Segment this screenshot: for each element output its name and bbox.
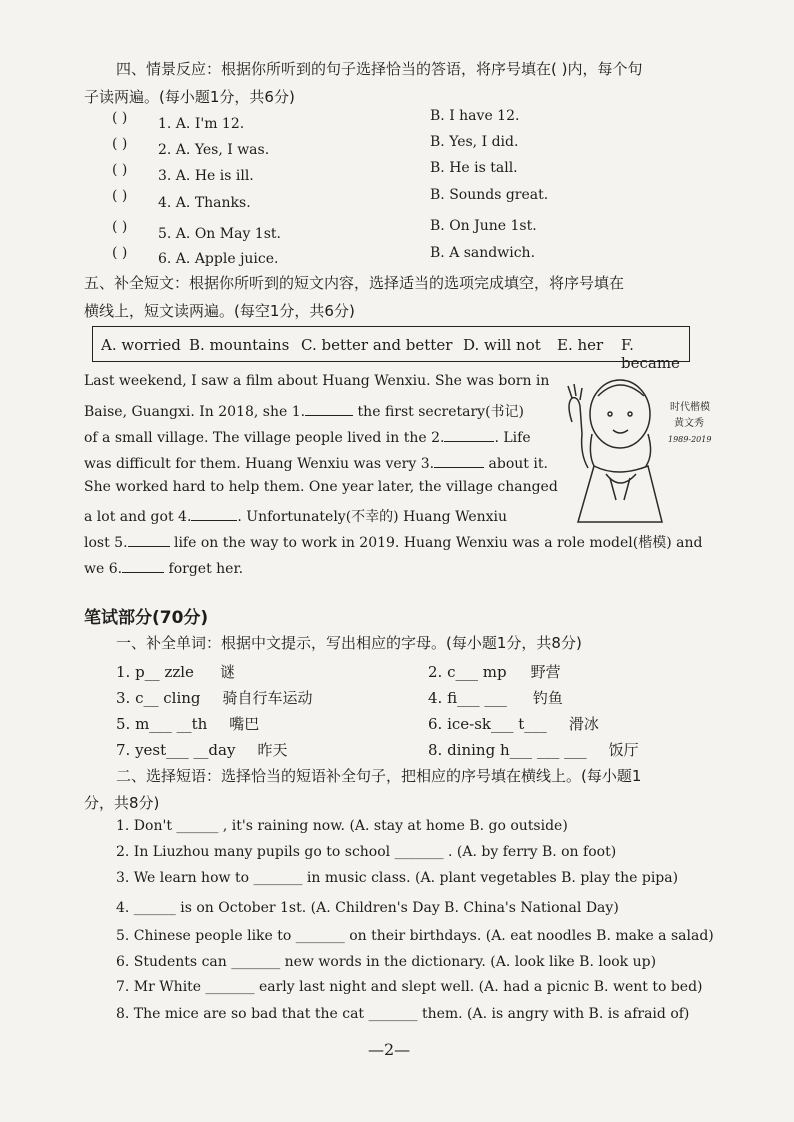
portrait-drawing bbox=[558, 374, 713, 524]
word-item[interactable]: 7. yest___ __day 昨天 bbox=[116, 741, 288, 759]
answer-blank[interactable] bbox=[305, 401, 353, 416]
illus-years: 1989-2019 bbox=[668, 435, 712, 444]
blank-number: 1. bbox=[291, 404, 306, 420]
answer-blank[interactable] bbox=[444, 427, 494, 442]
blank-number: 4. bbox=[178, 509, 192, 525]
phrase-item[interactable]: 7. Mr White _______ early last night and slept well. (A. had a picnic B. went to bed) bbox=[116, 979, 703, 995]
blank-number: 6. bbox=[108, 561, 123, 577]
illus-caption-2: 黄文秀 bbox=[674, 418, 704, 429]
page-number: —2— bbox=[368, 1040, 411, 1059]
option-a: 6. A. Apple juice. bbox=[158, 251, 279, 267]
word-option: F. became bbox=[621, 336, 680, 372]
passage-line: of a small village. The village people lived in the 2. . Life bbox=[84, 427, 531, 446]
word-item[interactable]: 5. m___ __th 嘴巴 bbox=[116, 715, 260, 733]
option-a: 2. A. Yes, I was. bbox=[158, 142, 270, 158]
part5-title-line2: 横线上，短文读两遍。(每空1分，共6分) bbox=[84, 302, 355, 320]
word-option: A. worried bbox=[101, 336, 181, 354]
word-option: D. will not bbox=[463, 336, 541, 354]
answer-paren[interactable]: ( ) bbox=[112, 162, 128, 178]
option-b: B. He is tall. bbox=[430, 160, 518, 176]
answer-paren[interactable]: ( ) bbox=[112, 188, 128, 204]
word-item[interactable]: 1. p__ zzle 谜 bbox=[116, 663, 235, 681]
answer-blank[interactable] bbox=[434, 453, 484, 468]
word-bank-box bbox=[92, 326, 690, 372]
word-option: B. mountains bbox=[189, 336, 290, 354]
portrait-illustration bbox=[558, 374, 713, 524]
phrase-item[interactable]: 5. Chinese people like to _______ on their birthdays. (A. eat noodles B. make a salad) bbox=[116, 928, 714, 944]
passage-line: was difficult for them. Huang Wenxiu was very 3. about it. bbox=[84, 453, 548, 472]
passage-line: we 6. forget her. bbox=[84, 558, 243, 577]
option-b: B. I have 12. bbox=[430, 108, 520, 124]
illus-caption-1: 时代楷模 bbox=[670, 402, 710, 413]
option-a: 4. A. Thanks. bbox=[158, 195, 251, 211]
written-part1-title: 一、补全单词：根据中文提示，写出相应的字母。(每小题1分，共8分) bbox=[116, 634, 582, 652]
word-option: E. her bbox=[557, 336, 604, 354]
word-option: C. better and better bbox=[301, 336, 453, 354]
answer-paren[interactable]: ( ) bbox=[112, 219, 128, 235]
answer-paren[interactable]: ( ) bbox=[112, 245, 128, 261]
word-item[interactable]: 2. c___ mp 野营 bbox=[428, 663, 561, 681]
written-part2-title-line1: 二、选择短语：选择恰当的短语补全句子，把相应的序号填在横线上。(每小题1 bbox=[116, 767, 642, 785]
written-part2-title-line2: 分，共8分) bbox=[84, 794, 160, 812]
blank-number: 3. bbox=[420, 456, 435, 472]
word-item[interactable]: 4. fi___ ___ 钓鱼 bbox=[428, 689, 563, 707]
answer-paren[interactable]: ( ) bbox=[112, 136, 128, 152]
blank-number: 2. bbox=[431, 430, 445, 446]
part4-title-line1: 四、情景反应：根据你所听到的句子选择恰当的答语，将序号填在( )内，每个句 bbox=[116, 60, 643, 78]
blank-number: 5. bbox=[114, 535, 128, 551]
answer-blank[interactable] bbox=[122, 558, 164, 573]
part4-title-line2: 子读两遍。(每小题1分，共6分) bbox=[84, 88, 295, 106]
passage-line: Last weekend, I saw a film about Huang Wenxiu. She was born in bbox=[84, 373, 550, 389]
option-b: B. Yes, I did. bbox=[430, 134, 519, 150]
passage-line: She worked hard to help them. One year later, the village changed bbox=[84, 479, 558, 495]
option-a: 5. A. On May 1st. bbox=[158, 226, 281, 242]
part5-title-line1: 五、补全短文：根据你所听到的短文内容，选择适当的选项完成填空，将序号填在 bbox=[84, 274, 625, 292]
answer-blank[interactable] bbox=[128, 532, 170, 547]
phrase-item[interactable]: 1. Don't ______ , it's raining now. (A. stay at home B. go outside) bbox=[116, 818, 568, 834]
written-heading: 笔试部分(70分) bbox=[84, 608, 209, 628]
phrase-item[interactable]: 6. Students can _______ new words in the dictionary. (A. look like B. look up) bbox=[116, 954, 657, 970]
passage-line: Baise, Guangxi. In 2018, she 1. the first secretary(书记) bbox=[84, 401, 524, 421]
option-a: 3. A. He is ill. bbox=[158, 168, 254, 184]
phrase-item[interactable]: 4. ______ is on October 1st. (A. Children's Day B. China's National Day) bbox=[116, 900, 619, 916]
phrase-item[interactable]: 2. In Liuzhou many pupils go to school _______ . (A. by ferry B. on foot) bbox=[116, 844, 617, 860]
word-item[interactable]: 6. ice-sk___ t___ 滑冰 bbox=[428, 715, 599, 733]
answer-paren[interactable]: ( ) bbox=[112, 110, 128, 126]
option-b: B. On June 1st. bbox=[430, 218, 537, 234]
answer-blank[interactable] bbox=[191, 506, 237, 521]
option-a: 1. A. I'm 12. bbox=[158, 116, 245, 132]
option-b: B. A sandwich. bbox=[430, 245, 536, 261]
word-item[interactable]: 3. c__ cling 骑自行车运动 bbox=[116, 689, 313, 707]
passage-line: lost 5. life on the way to work in 2019. Huang Wenxiu was a role model(楷模) and bbox=[84, 532, 702, 552]
word-item[interactable]: 8. dining h___ ___ ___ 饭厅 bbox=[428, 741, 639, 759]
passage-line: a lot and got 4. . Unfortunately(不幸的) Huang Wenxiu bbox=[84, 506, 507, 526]
option-b: B. Sounds great. bbox=[430, 187, 549, 203]
phrase-item[interactable]: 8. The mice are so bad that the cat _______ them. (A. is angry with B. is afraid of) bbox=[116, 1006, 690, 1022]
phrase-item[interactable]: 3. We learn how to _______ in music class. (A. plant vegetables B. play the pipa) bbox=[116, 870, 679, 886]
